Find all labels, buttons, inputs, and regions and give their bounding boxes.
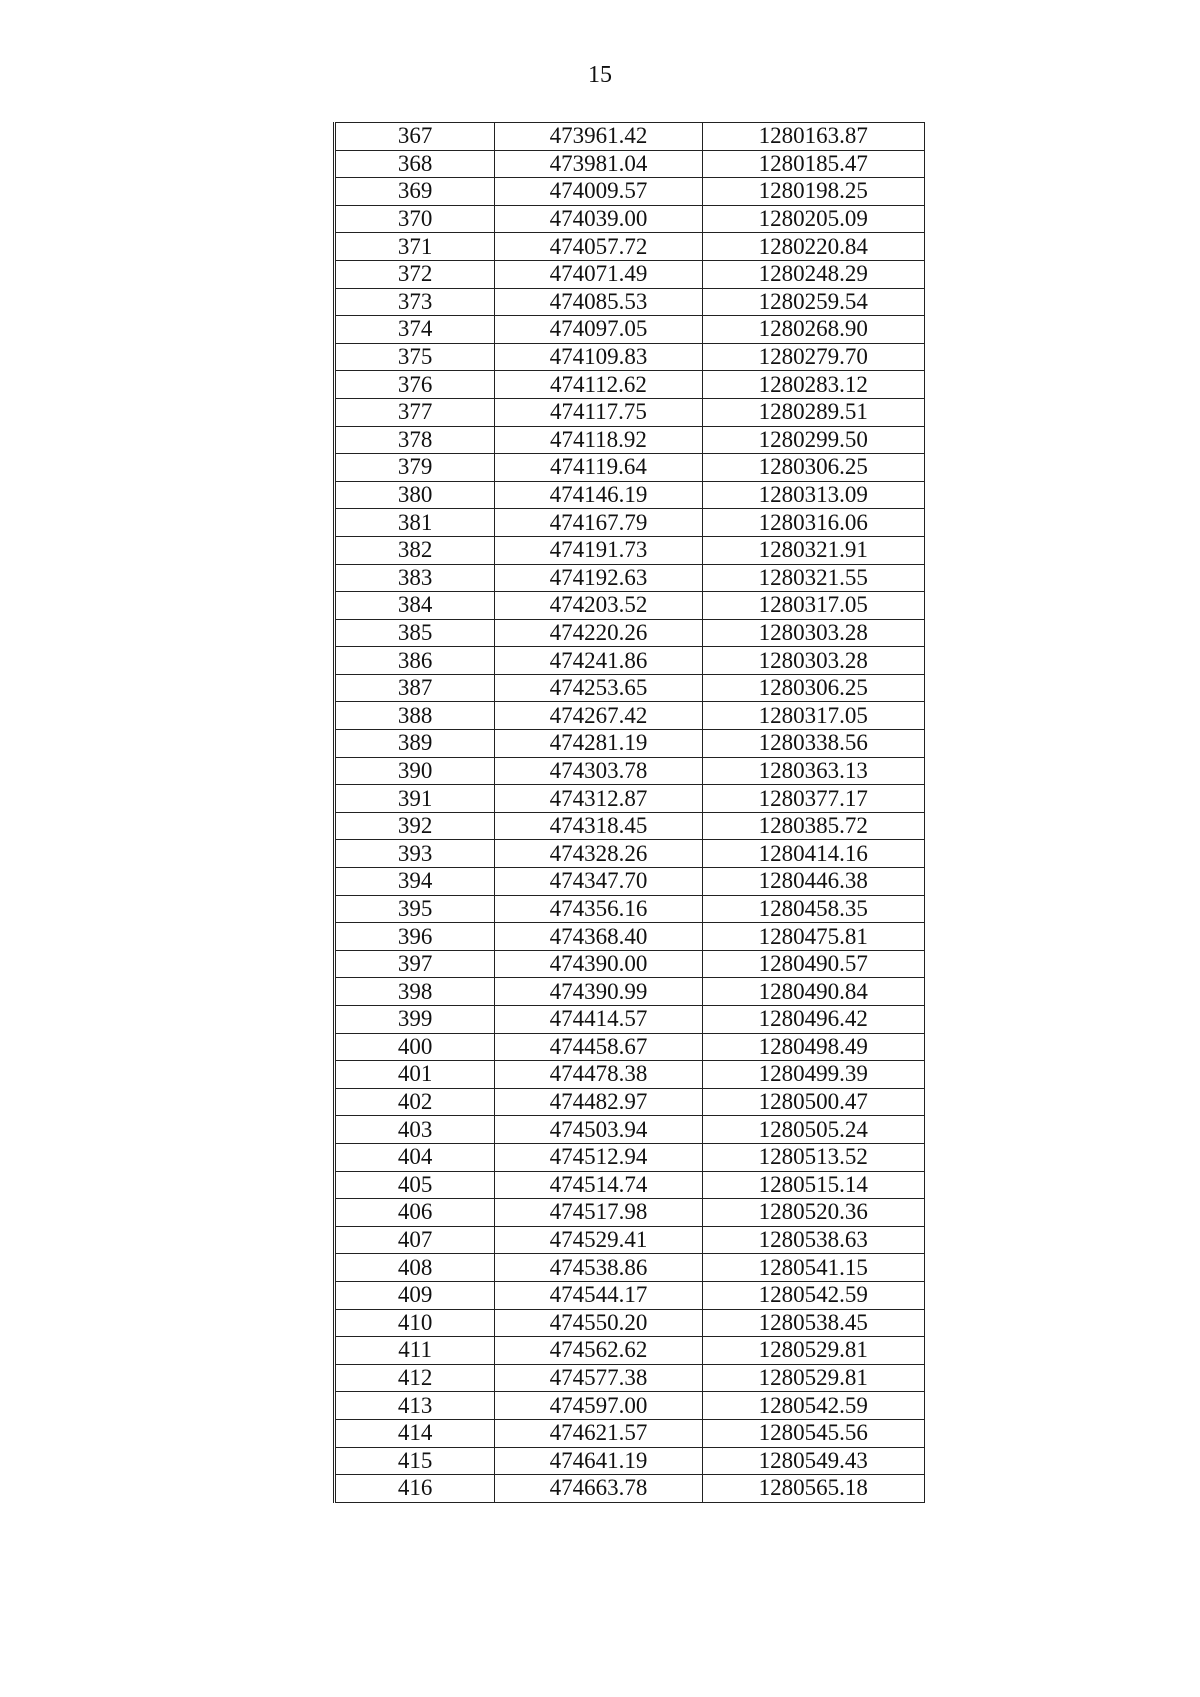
x-coordinate-cell: 474303.78	[495, 757, 702, 785]
table-row	[335, 371, 925, 399]
x-coordinate-cell: 474281.19	[495, 730, 702, 758]
table-row	[335, 260, 925, 288]
table-row	[335, 1364, 925, 1392]
table-row	[335, 868, 925, 896]
point-number-cell: 374	[335, 316, 495, 344]
y-coordinate-cell: 1280317.05	[702, 702, 924, 730]
x-coordinate-cell: 474663.78	[495, 1475, 702, 1503]
point-number-cell: 416	[335, 1475, 495, 1503]
table-row	[335, 923, 925, 951]
y-coordinate-cell: 1280490.57	[702, 950, 924, 978]
point-number-cell: 382	[335, 536, 495, 564]
table-row	[335, 785, 925, 813]
table-row	[335, 205, 925, 233]
y-coordinate-cell: 1280515.14	[702, 1171, 924, 1199]
table-row	[335, 702, 925, 730]
x-coordinate-cell: 474039.00	[495, 205, 702, 233]
point-number-cell: 414	[335, 1419, 495, 1447]
point-number-cell: 393	[335, 840, 495, 868]
y-coordinate-cell: 1280338.56	[702, 730, 924, 758]
y-coordinate-cell: 1280513.52	[702, 1143, 924, 1171]
x-coordinate-cell: 474514.74	[495, 1171, 702, 1199]
table-row	[335, 316, 925, 344]
y-coordinate-cell: 1280538.63	[702, 1226, 924, 1254]
point-number-cell: 384	[335, 592, 495, 620]
y-coordinate-cell: 1280446.38	[702, 868, 924, 896]
table-row	[335, 1061, 925, 1089]
x-coordinate-cell: 474478.38	[495, 1061, 702, 1089]
point-number-cell: 375	[335, 343, 495, 371]
y-coordinate-cell: 1280377.17	[702, 785, 924, 813]
table-row	[335, 1116, 925, 1144]
x-coordinate-cell: 473961.42	[495, 123, 702, 151]
x-coordinate-cell: 474356.16	[495, 895, 702, 923]
y-coordinate-cell: 1280542.59	[702, 1392, 924, 1420]
y-coordinate-cell: 1280529.81	[702, 1364, 924, 1392]
y-coordinate-cell: 1280499.39	[702, 1061, 924, 1089]
x-coordinate-cell: 474347.70	[495, 868, 702, 896]
y-coordinate-cell: 1280538.45	[702, 1309, 924, 1337]
x-coordinate-cell: 474562.62	[495, 1337, 702, 1365]
x-coordinate-cell: 474241.86	[495, 647, 702, 675]
table-row	[335, 1226, 925, 1254]
x-coordinate-cell: 473981.04	[495, 150, 702, 178]
table-row	[335, 1392, 925, 1420]
point-number-cell: 400	[335, 1033, 495, 1061]
table-row	[335, 178, 925, 206]
table-row	[335, 1006, 925, 1034]
x-coordinate-cell: 474318.45	[495, 812, 702, 840]
point-number-cell: 397	[335, 950, 495, 978]
table-row	[335, 536, 925, 564]
point-number-cell: 367	[335, 123, 495, 151]
y-coordinate-cell: 1280500.47	[702, 1088, 924, 1116]
y-coordinate-cell: 1280306.25	[702, 674, 924, 702]
y-coordinate-cell: 1280185.47	[702, 150, 924, 178]
point-number-cell: 380	[335, 481, 495, 509]
x-coordinate-cell: 474071.49	[495, 260, 702, 288]
point-number-cell: 403	[335, 1116, 495, 1144]
table-row	[335, 1475, 925, 1503]
table-row	[335, 647, 925, 675]
x-coordinate-cell: 474118.92	[495, 426, 702, 454]
table-row	[335, 592, 925, 620]
x-coordinate-cell: 474312.87	[495, 785, 702, 813]
y-coordinate-cell: 1280385.72	[702, 812, 924, 840]
point-number-cell: 409	[335, 1281, 495, 1309]
point-number-cell: 412	[335, 1364, 495, 1392]
point-number-cell: 411	[335, 1337, 495, 1365]
table-row	[335, 950, 925, 978]
table-row	[335, 1447, 925, 1475]
y-coordinate-cell: 1280475.81	[702, 923, 924, 951]
x-coordinate-cell: 474390.99	[495, 978, 702, 1006]
x-coordinate-cell: 474117.75	[495, 398, 702, 426]
table-row	[335, 233, 925, 261]
x-coordinate-cell: 474538.86	[495, 1254, 702, 1282]
x-coordinate-cell: 474203.52	[495, 592, 702, 620]
y-coordinate-cell: 1280490.84	[702, 978, 924, 1006]
x-coordinate-cell: 474119.64	[495, 454, 702, 482]
table-row	[335, 1143, 925, 1171]
point-number-cell: 413	[335, 1392, 495, 1420]
x-coordinate-cell: 474550.20	[495, 1309, 702, 1337]
x-coordinate-cell: 474544.17	[495, 1281, 702, 1309]
y-coordinate-cell: 1280363.13	[702, 757, 924, 785]
table-row	[335, 426, 925, 454]
point-number-cell: 408	[335, 1254, 495, 1282]
table-row	[335, 1281, 925, 1309]
point-number-cell: 404	[335, 1143, 495, 1171]
y-coordinate-cell: 1280549.43	[702, 1447, 924, 1475]
y-coordinate-cell: 1280303.28	[702, 619, 924, 647]
x-coordinate-cell: 474482.97	[495, 1088, 702, 1116]
table-row	[335, 1419, 925, 1447]
y-coordinate-cell: 1280505.24	[702, 1116, 924, 1144]
point-number-cell: 410	[335, 1309, 495, 1337]
point-number-cell: 371	[335, 233, 495, 261]
table-row	[335, 978, 925, 1006]
y-coordinate-cell: 1280306.25	[702, 454, 924, 482]
x-coordinate-cell: 474085.53	[495, 288, 702, 316]
table-row	[335, 1309, 925, 1337]
table-row	[335, 757, 925, 785]
y-coordinate-cell: 1280198.25	[702, 178, 924, 206]
x-coordinate-cell: 474414.57	[495, 1006, 702, 1034]
point-number-cell: 395	[335, 895, 495, 923]
table-row	[335, 1171, 925, 1199]
y-coordinate-cell: 1280283.12	[702, 371, 924, 399]
point-number-cell: 376	[335, 371, 495, 399]
point-number-cell: 369	[335, 178, 495, 206]
point-number-cell: 370	[335, 205, 495, 233]
x-coordinate-cell: 474057.72	[495, 233, 702, 261]
y-coordinate-cell: 1280299.50	[702, 426, 924, 454]
table-row	[335, 840, 925, 868]
table-row	[335, 1337, 925, 1365]
y-coordinate-cell: 1280498.49	[702, 1033, 924, 1061]
y-coordinate-cell: 1280303.28	[702, 647, 924, 675]
point-number-cell: 396	[335, 923, 495, 951]
point-number-cell: 368	[335, 150, 495, 178]
x-coordinate-cell: 474529.41	[495, 1226, 702, 1254]
table-row	[335, 1033, 925, 1061]
point-number-cell: 385	[335, 619, 495, 647]
y-coordinate-cell: 1280248.29	[702, 260, 924, 288]
y-coordinate-cell: 1280321.55	[702, 564, 924, 592]
x-coordinate-cell: 474577.38	[495, 1364, 702, 1392]
x-coordinate-cell: 474109.83	[495, 343, 702, 371]
table-row	[335, 288, 925, 316]
table-row	[335, 619, 925, 647]
point-number-cell: 387	[335, 674, 495, 702]
point-number-cell: 415	[335, 1447, 495, 1475]
x-coordinate-cell: 474167.79	[495, 509, 702, 537]
y-coordinate-cell: 1280496.42	[702, 1006, 924, 1034]
x-coordinate-cell: 474253.65	[495, 674, 702, 702]
point-number-cell: 398	[335, 978, 495, 1006]
table-row	[335, 812, 925, 840]
point-number-cell: 372	[335, 260, 495, 288]
table-row	[335, 150, 925, 178]
x-coordinate-cell: 474390.00	[495, 950, 702, 978]
point-number-cell: 388	[335, 702, 495, 730]
y-coordinate-cell: 1280220.84	[702, 233, 924, 261]
point-number-cell: 402	[335, 1088, 495, 1116]
y-coordinate-cell: 1280279.70	[702, 343, 924, 371]
point-number-cell: 383	[335, 564, 495, 592]
table-row	[335, 1199, 925, 1227]
table-row	[335, 454, 925, 482]
page-number: 15	[588, 62, 612, 88]
y-coordinate-cell: 1280414.16	[702, 840, 924, 868]
table-row	[335, 1254, 925, 1282]
point-number-cell: 401	[335, 1061, 495, 1089]
point-number-cell: 381	[335, 509, 495, 537]
y-coordinate-cell: 1280520.36	[702, 1199, 924, 1227]
point-number-cell: 373	[335, 288, 495, 316]
coordinates-table	[333, 122, 925, 1503]
table-row	[335, 1088, 925, 1116]
x-coordinate-cell: 474192.63	[495, 564, 702, 592]
y-coordinate-cell: 1280542.59	[702, 1281, 924, 1309]
y-coordinate-cell: 1280205.09	[702, 205, 924, 233]
point-number-cell: 405	[335, 1171, 495, 1199]
x-coordinate-cell: 474097.05	[495, 316, 702, 344]
x-coordinate-cell: 474220.26	[495, 619, 702, 647]
point-number-cell: 391	[335, 785, 495, 813]
point-number-cell: 392	[335, 812, 495, 840]
x-coordinate-cell: 474517.98	[495, 1199, 702, 1227]
x-coordinate-cell: 474503.94	[495, 1116, 702, 1144]
y-coordinate-cell: 1280268.90	[702, 316, 924, 344]
y-coordinate-cell: 1280545.56	[702, 1419, 924, 1447]
x-coordinate-cell: 474597.00	[495, 1392, 702, 1420]
y-coordinate-cell: 1280163.87	[702, 123, 924, 151]
x-coordinate-cell: 474458.67	[495, 1033, 702, 1061]
x-coordinate-cell: 474368.40	[495, 923, 702, 951]
point-number-cell: 378	[335, 426, 495, 454]
point-number-cell: 379	[335, 454, 495, 482]
y-coordinate-cell: 1280289.51	[702, 398, 924, 426]
x-coordinate-cell: 474328.26	[495, 840, 702, 868]
table-row	[335, 895, 925, 923]
y-coordinate-cell: 1280529.81	[702, 1337, 924, 1365]
table-row	[335, 343, 925, 371]
table-row	[335, 398, 925, 426]
x-coordinate-cell: 474146.19	[495, 481, 702, 509]
point-number-cell: 377	[335, 398, 495, 426]
y-coordinate-cell: 1280458.35	[702, 895, 924, 923]
point-number-cell: 406	[335, 1199, 495, 1227]
table-row	[335, 674, 925, 702]
table-body	[335, 123, 925, 1503]
table-row	[335, 730, 925, 758]
table-row	[335, 509, 925, 537]
x-coordinate-cell: 474009.57	[495, 178, 702, 206]
y-coordinate-cell: 1280565.18	[702, 1475, 924, 1503]
x-coordinate-cell: 474267.42	[495, 702, 702, 730]
point-number-cell: 386	[335, 647, 495, 675]
point-number-cell: 390	[335, 757, 495, 785]
y-coordinate-cell: 1280541.15	[702, 1254, 924, 1282]
y-coordinate-cell: 1280316.06	[702, 509, 924, 537]
y-coordinate-cell: 1280317.05	[702, 592, 924, 620]
table-row	[335, 123, 925, 151]
table-row	[335, 481, 925, 509]
point-number-cell: 394	[335, 868, 495, 896]
point-number-cell: 389	[335, 730, 495, 758]
point-number-cell: 407	[335, 1226, 495, 1254]
y-coordinate-cell: 1280321.91	[702, 536, 924, 564]
point-number-cell: 399	[335, 1006, 495, 1034]
y-coordinate-cell: 1280313.09	[702, 481, 924, 509]
x-coordinate-cell: 474621.57	[495, 1419, 702, 1447]
x-coordinate-cell: 474641.19	[495, 1447, 702, 1475]
x-coordinate-cell: 474112.62	[495, 371, 702, 399]
table-row	[335, 564, 925, 592]
y-coordinate-cell: 1280259.54	[702, 288, 924, 316]
x-coordinate-cell: 474512.94	[495, 1143, 702, 1171]
x-coordinate-cell: 474191.73	[495, 536, 702, 564]
